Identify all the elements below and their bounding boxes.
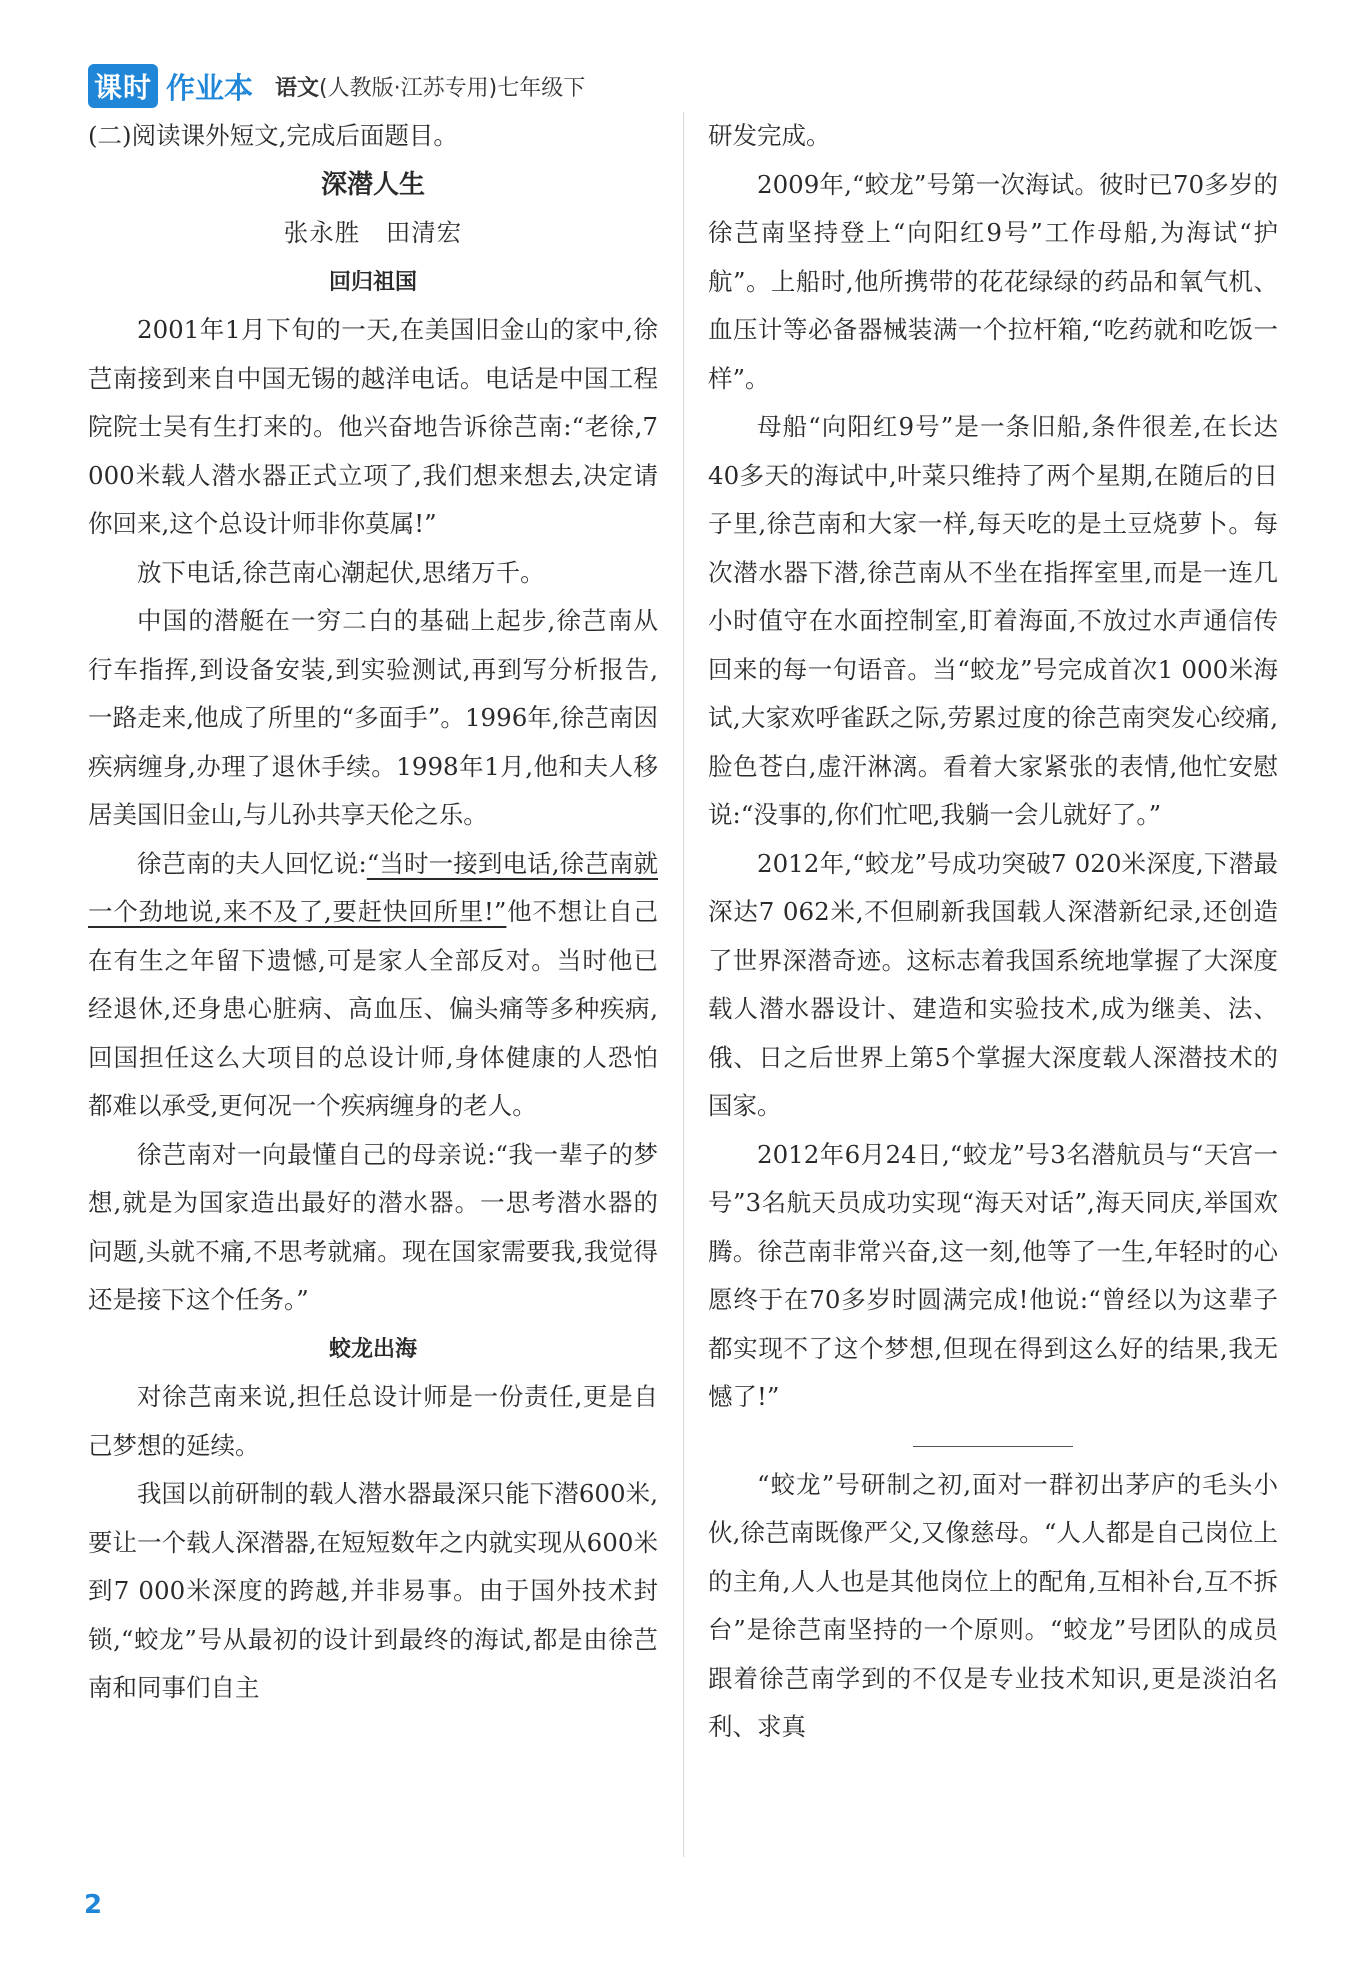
subheading-return: 回归祖国 [328, 268, 417, 295]
paragraph-with-underline [88, 840, 658, 1131]
paragraph-rest: 他不想让自己在有生之年留下遗憾,可是家人全部反对。当时他已经退休,还身患心脏病、高血压、偏头痛等多种疾病,回国担任这么大项目的总设计师,身体健康的人恐怕都难以承受,更何况一个疾病缠身的老人。 [88, 897, 658, 1120]
paragraph: 我国以前研制的载人潜水器最深只能下潜600米,要让一个载人深潜器,在短短数年之内就实现从600米到7 000米深度的跨越,并非易事。由于国外技术封锁,“蛟龙”号从最初的设计到最终的海试,都是由徐芑南和同事们自主 [88, 1479, 658, 1702]
underlined-quote: “当时一接到电话,徐芑南就一个劲地说,来不及了,要赶快回所里!” [88, 848, 658, 926]
article-title: 深潜人生 [320, 169, 425, 200]
paragraph: 中国的潜艇在一穷二白的基础上起步,徐芑南从行车指挥,到设备安装,到实验测试,再到写分析报告,一路走来,他成了所里的“多面手”。1996年,徐芑南因疾病缠身,办理了退休手续。1998年1月,他和夫人移居美国旧金山,与儿孙共享天伦之乐。 [88, 606, 658, 829]
column-divider [683, 112, 684, 1857]
paragraph-continued: 研发完成。 [708, 121, 831, 150]
right-column [708, 112, 1278, 1752]
paragraph-lead: 徐芑南的夫人回忆说: [137, 848, 367, 878]
left-column [88, 112, 658, 1713]
paragraph: 2009年,“蛟龙”号第一次海试。彼时已70多岁的徐芑南坚持登上“向阳红9号”工作母船,为海试“护航”。上船时,他所携带的花花绿绿的药品和氧气机、血压计等必备器械装满一个拉杆箱,“吃药就和吃饭一样”。 [708, 169, 1278, 393]
paragraph: 对徐芑南来说,担任总设计师是一份责任,更是自己梦想的延续。 [88, 1382, 658, 1460]
page-header [88, 66, 585, 106]
section-heading: (二)阅读课外短文,完成后面题目。 [88, 121, 458, 150]
brand-logo-badge: 课时 [88, 64, 158, 108]
page-number: 2 [84, 1890, 103, 1920]
paragraph: “蛟龙”号研制之初,面对一群初出茅庐的毛头小伙,徐芑南既像严父,又像慈母。“人人都是自己岗位上的主角,人人也是其他岗位上的配角,互相补台,互不拆台”是徐芑南坚持的一个原则。“蛟龙”号团队的成员跟着徐芑南学到的不仅是专业技术知识,更是淡泊名利、求真 [708, 1469, 1278, 1741]
paragraph: 放下电话,徐芑南心潮起伏,思绪万千。 [137, 557, 545, 587]
subheading-jiaolong: 蛟龙出海 [328, 1335, 417, 1362]
brand-logo-text: 作业本 [166, 70, 254, 105]
paragraph: 母船“向阳红9号”是一条旧船,条件很差,在长达40多天的海试中,叶菜只维持了两个星期,在随后的日子里,徐芑南和大家一样,每天吃的是土豆烧萝卜。每次潜水器下潜,徐芑南从不坐在指挥室里,而是一连几小时值守在水面控制室,盯着海面,不放过水声通信传回来的每一句语音。当“蛟龙”号完成首次1 000米海试,大家欢呼雀跃之际,劳累过度的徐芑南突发心绞痛,脸色苍白,虚汗淋漓。看着大家紧张的表情,他忙安慰说:“没事的,你们忙吧,我躺一会儿就好了。” [708, 412, 1278, 829]
edition-label: (人教版·江苏专用)七年级下 [319, 75, 586, 101]
subject-label: 语文 [275, 75, 320, 101]
paragraph: 2001年1月下旬的一天,在美国旧金山的家中,徐芑南接到来自中国无锡的越洋电话。电话是中国工程院院士吴有生打来的。他兴奋地告诉徐芑南:“老徐,7 000米载人潜水器正式立项了,我们想来想去,决定请你回来,这个总设计师非你莫属!” [88, 315, 658, 538]
paragraph: 2012年6月24日,“蛟龙”号3名潜航员与“天宫一号”3名航天员成功实现“海天对话”,海天同庆,举国欢腾。徐芑南非常兴奋,这一刻,他等了一生,年轻时的心愿终于在70多岁时圆满完成!他说:“曾经以为这辈子都实现不了这个梦想,但现在得到这么好的结果,我无憾了!” [708, 1139, 1278, 1411]
paragraph: 徐芑南对一向最懂自己的母亲说:“我一辈子的梦想,就是为国家造出最好的潜水器。一思考潜水器的问题,头就不痛,不思考就痛。现在国家需要我,我觉得还是接下这个任务。” [88, 1139, 658, 1314]
blank-rule [913, 1446, 1073, 1447]
article-authors: 张永胜 田清宏 [283, 218, 463, 247]
paragraph: 2012年,“蛟龙”号成功突破7 020米深度,下潜最深达7 062米,不但刷新我国载人深潜新纪录,还创造了世界深潜奇迹。这标志着我国系统地掌握了大深度载人潜水器设计、建造和实验技术,成为继美、法、俄、日之后世界上第5个掌握大深度载人深潜技术的国家。 [708, 848, 1278, 1120]
